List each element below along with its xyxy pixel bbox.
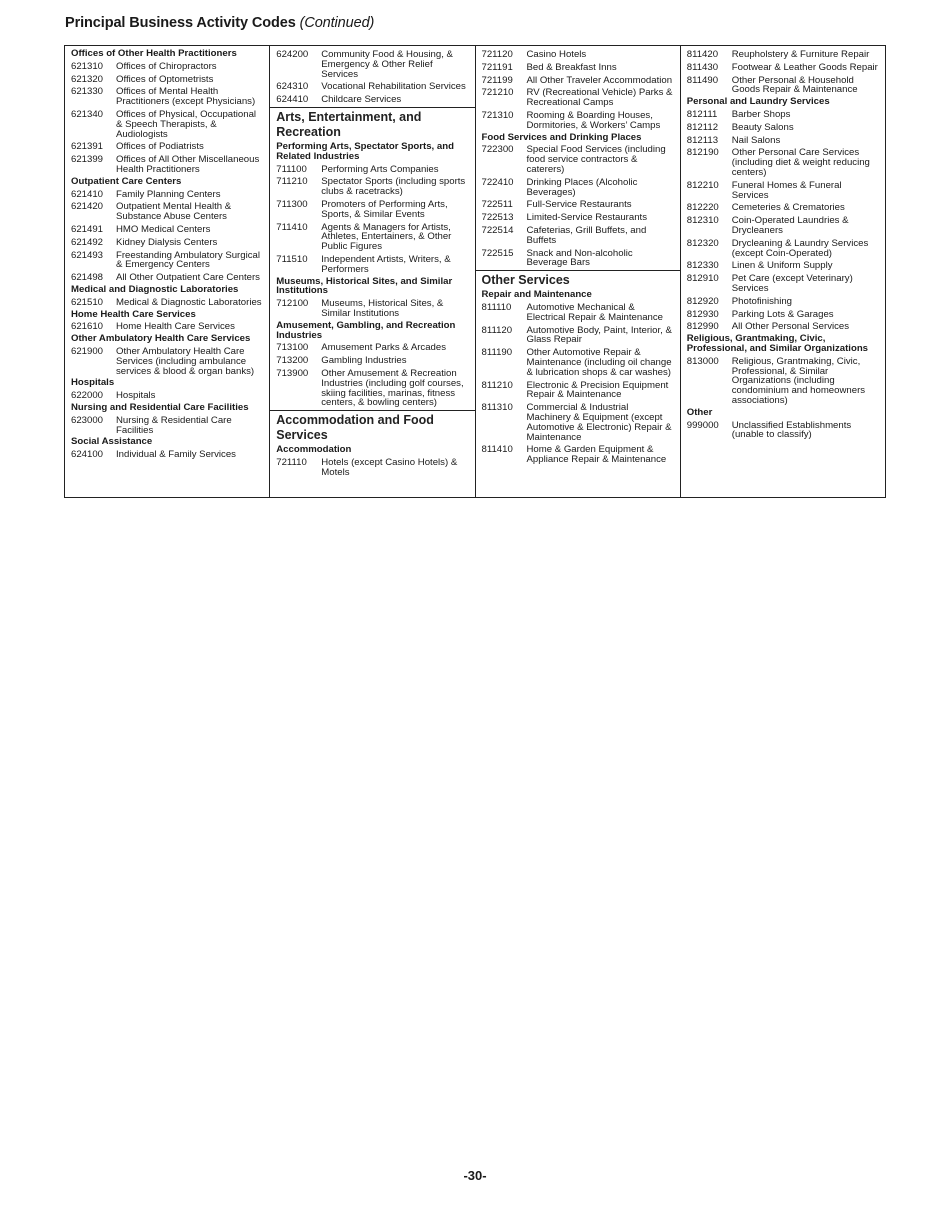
code-entry <box>71 75 263 85</box>
subsection-heading: Hospitals <box>71 377 115 389</box>
code-entry <box>687 110 879 120</box>
activity-code: 811490 <box>686 74 719 86</box>
activity-description: Other Automotive Repair & Maintenance (including oil change & lubrication shops & car washes) <box>526 347 672 378</box>
subsection-heading: Personal and Laundry Services <box>686 96 830 108</box>
subsection-heading: Medical and Diagnostic Laboratories <box>71 283 239 295</box>
activity-code: 812320 <box>686 237 719 249</box>
subsection-heading: Accommodation <box>276 444 352 456</box>
activity-code: 621340 <box>71 108 104 120</box>
activity-description: Offices of All Other Miscellaneous Health Practitioners <box>116 154 260 175</box>
activity-description: Drycleaning & Laundry Services (except Coin-Operated) <box>731 237 869 259</box>
activity-code: 621491 <box>71 223 104 235</box>
subsection-heading: Amusement, Gambling, and Recreation Industries <box>276 319 456 341</box>
code-entry <box>687 76 879 96</box>
code-entry <box>482 145 674 174</box>
activity-description: Pet Care (except Veterinary) Services <box>731 273 853 294</box>
code-entry <box>71 87 263 107</box>
activity-description: Unclassified Establishments (unable to classify) <box>731 419 852 441</box>
activity-code: 722511 <box>481 199 513 211</box>
code-entry <box>687 261 879 271</box>
activity-code: 712100 <box>276 298 309 310</box>
section-heading: Arts, Entertainment, and Recreation <box>276 109 422 139</box>
code-entry <box>687 181 879 201</box>
code-entry <box>482 88 674 108</box>
subsection-heading: Repair and Maintenance <box>481 289 592 301</box>
activity-code: 622000 <box>71 390 104 402</box>
activity-description: Home & Garden Equipment & Appliance Repair & Maintenance <box>526 444 667 466</box>
code-entry <box>71 190 263 200</box>
activity-code: 711300 <box>276 198 308 210</box>
activity-description: Automotive Mechanical & Electrical Repair & Maintenance <box>526 301 664 323</box>
activity-description: Childcare Services <box>321 94 402 106</box>
activity-code: 811210 <box>481 379 513 391</box>
activity-description: Vocational Rehabilitation Services <box>321 81 466 93</box>
title-text: Principal Business Activity Codes <box>65 15 296 31</box>
activity-code: 811430 <box>686 61 719 73</box>
activity-code: 711100 <box>276 163 307 175</box>
code-entry <box>71 238 263 248</box>
activity-description: Full-Service Restaurants <box>526 199 632 211</box>
activity-code: 721120 <box>481 49 513 60</box>
activity-description: Casino Hotels <box>526 49 587 60</box>
activity-code: 621399 <box>71 154 104 166</box>
code-entry <box>482 249 674 269</box>
activity-code: 713100 <box>276 342 309 354</box>
code-entry <box>482 76 674 86</box>
section <box>270 107 474 408</box>
activity-code: 711210 <box>276 176 308 188</box>
activity-code: 621320 <box>71 73 104 85</box>
code-entry <box>276 200 468 220</box>
activity-code: 812220 <box>686 202 719 214</box>
activity-code: 812190 <box>686 147 719 159</box>
code-entry <box>276 165 468 175</box>
activity-code: 621420 <box>71 201 104 213</box>
activity-description: Other Personal & Household Goods Repair & Maintenance <box>731 74 858 96</box>
activity-description: Special Food Services (including food service contractors & caterers) <box>526 144 666 175</box>
code-entry <box>482 50 674 60</box>
code-entry <box>482 403 674 442</box>
activity-code: 811410 <box>481 444 513 456</box>
section <box>270 410 474 477</box>
activity-description: Offices of Podiatrists <box>116 141 204 153</box>
activity-code: 722410 <box>481 176 514 188</box>
activity-code: 624410 <box>276 94 309 106</box>
code-entry <box>276 343 468 353</box>
section <box>65 49 269 460</box>
table-column <box>476 46 681 497</box>
activity-description: Nursing & Residential Care Facilities <box>116 414 232 436</box>
activity-description: Museums, Historical Sites, & Similar Institutions <box>321 298 444 319</box>
code-entry <box>276 82 468 92</box>
code-entry <box>71 322 263 332</box>
activity-code: 812990 <box>686 321 719 333</box>
code-entry <box>276 369 468 408</box>
activity-code: 624100 <box>71 449 104 461</box>
subsection-heading: Social Assistance <box>71 436 153 448</box>
activity-description: Outpatient Mental Health & Substance Abuse Centers <box>116 201 232 223</box>
activity-description: Coin-Operated Laundries & Drycleaners <box>731 215 849 236</box>
activity-description: Other Personal Care Services (including diet & weight reducing centers) <box>731 147 870 178</box>
code-entry <box>276 356 468 366</box>
code-entry <box>482 326 674 346</box>
activity-description: Kidney Dialysis Centers <box>116 236 218 248</box>
code-entry <box>687 310 879 320</box>
activity-description: Cemeteries & Crematories <box>731 202 845 214</box>
activity-description: Beauty Salons <box>731 121 794 133</box>
activity-code: 812330 <box>686 260 719 272</box>
activity-code: 713900 <box>276 367 309 379</box>
activity-code: 624200 <box>276 49 309 60</box>
code-entry <box>71 416 263 436</box>
activity-description: Freestanding Ambulatory Surgical & Emergency Centers <box>116 249 260 271</box>
code-entry <box>687 357 879 406</box>
section-heading: Accommodation and Food Services <box>276 413 434 443</box>
activity-code: 813000 <box>686 355 719 367</box>
subsection-heading: Other Ambulatory Health Care Services <box>71 333 251 345</box>
activity-code: 812112 <box>686 121 719 133</box>
activity-description: Home Health Care Services <box>116 321 235 333</box>
activity-description: Hospitals <box>116 390 156 402</box>
code-entry <box>71 298 263 308</box>
table-column <box>65 46 270 497</box>
activity-description: Rooming & Boarding Houses, Dormitories, & Workers’ Camps <box>526 109 661 131</box>
code-entry <box>71 110 263 139</box>
subsection-heading: Outpatient Care Centers <box>71 175 182 187</box>
activity-description: Parking Lots & Garages <box>731 308 834 320</box>
activity-description: Nail Salons <box>731 134 781 146</box>
activity-description: Offices of Physical, Occupational & Speech Therapists, & Audiologists <box>116 108 257 140</box>
section <box>681 50 885 440</box>
activity-description: Other Ambulatory Health Care Services (including ambulance services & blood & organ banks) <box>116 345 255 377</box>
activity-description: Performing Arts Companies <box>321 163 439 175</box>
activity-code: 621610 <box>71 321 104 333</box>
activity-code: 811190 <box>481 347 513 359</box>
code-entry <box>276 50 468 79</box>
table-column <box>270 46 475 497</box>
activity-code: 811420 <box>686 49 719 60</box>
table-column <box>681 46 885 497</box>
code-entry <box>482 63 674 73</box>
activity-code: 722515 <box>481 247 514 259</box>
activity-description: Family Planning Centers <box>116 188 221 200</box>
section-heading: Other Services <box>481 273 570 288</box>
subsection-heading: Museums, Historical Sites, and Similar Institutions <box>276 275 453 297</box>
code-entry <box>71 202 263 222</box>
activity-code: 621492 <box>71 236 104 248</box>
activity-description: All Other Traveler Accommodation <box>526 74 673 86</box>
code-entry <box>276 458 468 478</box>
code-entry <box>276 299 468 319</box>
code-entry <box>71 251 263 271</box>
subsection-heading: Home Health Care Services <box>71 308 196 320</box>
subsection-heading: Food Services and Drinking Places <box>481 131 642 143</box>
codes-table <box>64 45 886 498</box>
activity-code: 811310 <box>481 402 513 414</box>
code-entry <box>71 62 263 72</box>
code-entry <box>687 203 879 213</box>
code-entry <box>482 226 674 246</box>
code-entry <box>687 239 879 259</box>
code-entry <box>482 178 674 198</box>
activity-description: Automotive Body, Paint, Interior, & Glass Repair <box>526 324 672 346</box>
activity-code: 812930 <box>686 308 719 320</box>
activity-code: 721110 <box>276 456 307 468</box>
code-entry <box>687 421 879 441</box>
activity-code: 621498 <box>71 272 104 284</box>
activity-code: 721191 <box>481 61 513 73</box>
activity-code: 812310 <box>686 215 719 227</box>
code-entry <box>687 136 879 146</box>
activity-description: All Other Personal Services <box>731 321 850 333</box>
code-entry <box>71 391 263 401</box>
activity-code: 621410 <box>71 188 104 200</box>
subsection-heading: Nursing and Residential Care Facilities <box>71 401 249 413</box>
code-entry <box>687 63 879 73</box>
activity-code: 621310 <box>71 60 104 72</box>
activity-code: 812920 <box>686 295 719 307</box>
code-entry <box>276 177 468 197</box>
activity-description: Medical & Diagnostic Laboratories <box>116 296 262 308</box>
activity-code: 999000 <box>686 419 719 431</box>
activity-description: Individual & Family Services <box>116 449 236 461</box>
code-entry <box>687 322 879 332</box>
code-entry <box>71 155 263 175</box>
subsection-heading: Offices of Other Health Practitioners <box>71 48 237 59</box>
activity-description: Spectator Sports (including sports clubs & racetracks) <box>321 176 466 198</box>
code-entry <box>687 123 879 133</box>
activity-code: 621391 <box>71 141 104 153</box>
activity-description: Commercial & Industrial Machinery & Equipment (except Automotive & Electronic) Repair & Maintenance <box>526 402 672 443</box>
activity-code: 623000 <box>71 414 104 426</box>
page-number: -30- <box>463 1168 487 1183</box>
activity-description: Funeral Homes & Funeral Services <box>731 179 842 201</box>
code-entry <box>687 297 879 307</box>
code-entry <box>687 148 879 177</box>
code-entry <box>482 348 674 377</box>
activity-description: Snack and Non-alcoholic Beverage Bars <box>526 247 633 269</box>
code-entry <box>482 200 674 210</box>
activity-description: Bed & Breakfast Inns <box>526 61 617 73</box>
code-entry <box>71 225 263 235</box>
activity-code: 722513 <box>481 212 514 224</box>
activity-description: Independent Artists, Writers, & Performers <box>321 253 451 275</box>
activity-code: 811110 <box>481 301 512 313</box>
code-entry <box>482 303 674 323</box>
activity-description: Footwear & Leather Goods Repair <box>731 61 878 73</box>
code-entry <box>687 50 879 60</box>
code-entry <box>687 274 879 294</box>
activity-description: Offices of Optometrists <box>116 73 214 85</box>
activity-code: 721310 <box>481 109 514 121</box>
activity-code: 621510 <box>71 296 104 308</box>
activity-description: Offices of Mental Health Practitioners (except Physicians) <box>116 86 256 108</box>
activity-description: Drinking Places (Alcoholic Beverages) <box>526 176 638 198</box>
page-title <box>65 15 374 31</box>
activity-description: Cafeterias, Grill Buffets, and Buffets <box>526 224 647 246</box>
activity-code: 812910 <box>686 273 719 285</box>
activity-description: Offices of Chiropractors <box>116 60 217 72</box>
section <box>476 270 680 465</box>
activity-description: Hotels (except Casino Hotels) & Motels <box>321 456 458 478</box>
activity-description: Barber Shops <box>731 108 791 120</box>
activity-description: Agents & Managers for Artists, Athletes, Entertainers, & Other Public Figures <box>321 221 452 253</box>
activity-code: 621330 <box>71 86 104 98</box>
section <box>476 50 680 268</box>
activity-code: 722300 <box>481 144 514 156</box>
activity-description: Electronic & Precision Equipment Repair & Maintenance <box>526 379 669 401</box>
activity-description: Limited-Service Restaurants <box>526 212 648 224</box>
activity-description: Community Food & Housing, & Emergency & Other Relief Services <box>321 49 453 80</box>
activity-code: 812111 <box>686 108 718 120</box>
code-entry <box>71 450 263 460</box>
activity-description: Gambling Industries <box>321 355 407 367</box>
activity-code: 621900 <box>71 345 104 357</box>
activity-code: 621493 <box>71 249 104 261</box>
activity-description: HMO Medical Centers <box>116 223 211 235</box>
section <box>270 50 474 105</box>
code-entry <box>482 445 674 465</box>
activity-code: 711510 <box>276 253 308 265</box>
activity-code: 812113 <box>686 134 719 146</box>
activity-code: 721210 <box>481 87 514 99</box>
code-entry <box>276 95 468 105</box>
code-entry <box>482 213 674 223</box>
code-entry <box>482 381 674 401</box>
title-continued: (Continued) <box>299 15 375 31</box>
activity-description: Religious, Grantmaking, Civic, Professional, & Similar Organizations (including condominium and homeowners associations) <box>731 355 866 406</box>
subsection-heading: Religious, Grantmaking, Civic, Professional, and Similar Organizations <box>686 333 869 354</box>
activity-code: 721199 <box>481 74 513 86</box>
activity-description: Other Amusement & Recreation Industries (including golf courses, skiing facilities, marinas, fitness centers, & bowling centers) <box>321 367 464 409</box>
subsection-heading: Performing Arts, Spectator Sports, and Related Industries <box>276 140 454 162</box>
code-entry <box>71 142 263 152</box>
activity-description: Reupholstery & Furniture Repair <box>731 49 870 60</box>
code-entry <box>276 255 468 275</box>
code-entry <box>482 111 674 131</box>
activity-code: 713200 <box>276 355 309 367</box>
activity-description: RV (Recreational Vehicle) Parks & Recreational Camps <box>526 87 673 109</box>
activity-description: Photofinishing <box>731 295 793 307</box>
activity-description: Amusement Parks & Arcades <box>321 342 447 354</box>
activity-code: 812210 <box>686 179 719 191</box>
activity-description: All Other Outpatient Care Centers <box>116 272 260 284</box>
activity-code: 722514 <box>481 224 514 236</box>
subsection-heading: Other <box>686 406 713 418</box>
code-entry <box>687 216 879 236</box>
activity-description: Promoters of Performing Arts, Sports, & Similar Events <box>321 198 448 220</box>
code-entry <box>71 273 263 283</box>
code-entry <box>71 347 263 376</box>
activity-code: 711410 <box>276 221 308 233</box>
activity-description: Linen & Uniform Supply <box>731 260 833 272</box>
activity-code: 624310 <box>276 81 309 93</box>
activity-code: 811120 <box>481 324 513 336</box>
code-entry <box>276 223 468 252</box>
